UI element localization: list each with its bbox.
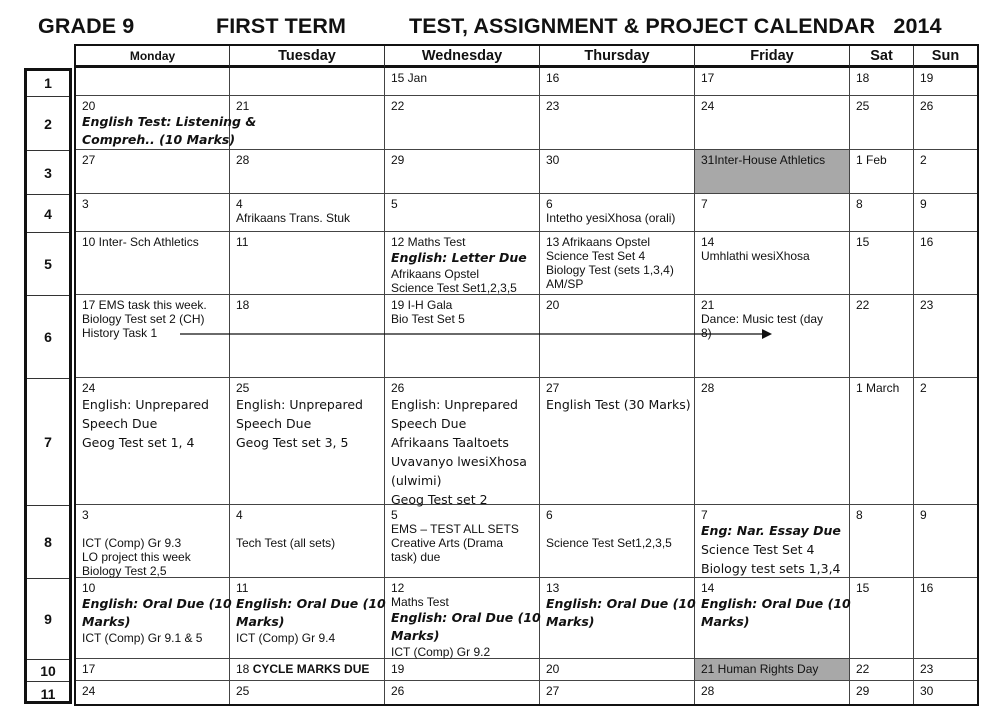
calendar-cell-wednesday [385,505,540,578]
calendar-cell-thursday [540,681,695,704]
calendar-cell-friday [695,659,850,681]
calendar-cell-thursday [540,659,695,681]
calendar-cell-sun [914,378,977,505]
week-number-column [24,68,72,704]
cell-text: Uvavanyo lwesiXhosa [391,454,527,469]
cell-text: 16 [920,235,934,249]
cell-text: 20 [82,99,96,113]
cell-text: ICT (Comp) Gr 9.3 [82,536,182,550]
cell-text: Intetho yesiXhosa (orali) [546,211,676,225]
week-number: 2 [27,97,69,151]
cell-text: 2 [920,381,927,395]
calendar-cell-thursday [540,150,695,194]
week-number: 1 [27,69,69,97]
title-grade: GRADE 9 [38,14,135,38]
calendar-cell-friday [695,150,850,194]
cell-text: 10 [82,581,96,595]
week-number: 10 [27,660,69,682]
cell-text: Science Test Set1,2,3,5 [391,281,517,295]
calendar-cell-sun [914,295,977,378]
cell-text: Maths Test [391,595,449,609]
cell-text: 12 [391,581,405,595]
calendar-cell-sat [850,96,914,150]
cell-text: 3 [82,508,89,522]
cell-text: 28 [701,381,715,395]
cell-text: 3 [82,197,89,211]
cell-text: Biology Test set 2 (CH) [82,312,205,326]
cell-text: 4 [236,197,243,211]
calendar-cell-sun [914,659,977,681]
cell-text: 19 [391,662,405,676]
cell-text: 7 [701,197,708,211]
cell-text: 8) [701,326,712,340]
cell-text: 9 [920,197,927,211]
calendar-cell-monday [76,659,230,681]
cell-text: 1 Feb [856,153,887,167]
calendar-cell-thursday [540,505,695,578]
calendar-cell-sun [914,681,977,704]
day-header-tuesday: Tuesday [230,46,385,68]
calendar-cell-friday [695,578,850,659]
cell-text: 6 [546,508,553,522]
cell-text: 26 [391,684,405,698]
cell-text: 8 [856,508,863,522]
calendar-cell-monday [76,194,230,232]
day-header-friday: Friday [695,46,850,68]
cell-text: 27 [546,684,560,698]
cell-text: 26 [391,381,405,395]
cell-text: (ulwimi) [391,473,442,488]
cell-text: EMS – TEST ALL SETS [391,522,519,536]
cell-text: 16 [546,71,560,85]
cell-text: 28 [701,684,715,698]
cell-text: LO project this week [82,550,191,564]
calendar-cell-thursday [540,68,695,96]
cell-text: Afrikaans Taaltoets [391,435,509,450]
calendar-cell-sun [914,150,977,194]
day-header-thursday: Thursday [540,46,695,68]
cell-text: 14 [701,235,715,249]
calendar-cell-wednesday [385,378,540,505]
calendar-cell-sat [850,232,914,295]
cell-text: 24 [701,99,715,113]
cell-text: 13 [546,581,560,595]
cell-text: 21 Human Rights Day [701,662,819,676]
calendar-cell-wednesday [385,578,540,659]
cell-text: 16 [920,581,934,595]
cell-text: 11 [236,235,249,249]
cell-event-emphasis: Marks) [82,614,131,629]
cell-text: 24 [82,381,96,395]
week-number: 7 [27,379,69,506]
cell-text: Bio Test Set 5 [391,312,465,326]
week-number: 11 [40,685,56,702]
cell-text: 15 [856,235,870,249]
cell-event-emphasis: CYCLE MARKS DUE [252,662,370,676]
cell-text: Tech Test (all sets) [236,536,336,550]
calendar-cell-sat [850,505,914,578]
cell-text: Speech Due [391,416,467,431]
calendar-grid [74,44,979,706]
cell-event-emphasis: Eng: Nar. Essay Due [701,523,841,538]
cell-text: Dance: Music test (day [701,312,824,326]
cell-text [236,522,378,536]
cell-text: 4 [236,508,243,522]
cell-text: 23 [546,99,560,113]
cell-text: 26 [920,99,934,113]
calendar-cell-sat [850,68,914,96]
calendar-cell-friday [695,378,850,505]
cell-text: 30 [546,153,560,167]
cell-text [82,522,223,536]
cell-event-emphasis: Marks) [701,614,750,629]
cell-text: Biology Test 2,5 [82,564,167,578]
cell-text: 17 [701,71,715,85]
cell-text: Afrikaans Trans. Stuk [236,211,351,225]
cell-text: 22 [856,662,870,676]
cell-text: 19 I-H Gala [391,298,453,312]
cell-text: 23 [920,662,934,676]
calendar-cell-monday [76,378,230,505]
cell-text [546,522,688,536]
cell-text: 25 [856,99,870,113]
cell-text: Creative Arts (Drama [391,536,504,550]
calendar-cell-tuesday [230,505,385,578]
calendar-cell-wednesday [385,68,540,96]
calendar-cell-monday [76,578,230,659]
calendar-cell-sat [850,681,914,704]
cell-text: 24 [82,684,96,698]
cell-event-emphasis: Marks) [391,628,440,643]
cell-text: Umhlathi wesiXhosa [701,249,810,263]
calendar-cell-thursday [540,578,695,659]
calendar-cell-tuesday [230,68,385,96]
cell-text: 7 [701,508,708,522]
calendar-cell-thursday [540,96,695,150]
cell-text: 22 [391,99,405,113]
cell-text: 20 [546,662,560,676]
cell-text: 20 [546,298,560,312]
calendar-cell-monday [76,505,230,578]
calendar-cell-wednesday [385,150,540,194]
cell-text: 29 [856,684,870,698]
calendar-cell-monday [76,150,230,194]
cell-text: ICT (Comp) Gr 9.1 & 5 [82,631,203,645]
calendar-cell-sun [914,505,977,578]
cell-text: 29 [391,153,405,167]
week-number: 8 [27,506,69,579]
calendar-cell-wednesday [385,232,540,295]
cell-text: Biology Test (sets 1,3,4) [546,263,674,277]
cell-text: 2 [920,153,927,167]
cell-text: 15 Jan [391,71,428,85]
cell-event-emphasis: Compreh.. (10 Marks) [82,132,236,147]
calendar-cell-sun [914,232,977,295]
week-number: 9 [27,579,69,660]
cell-text: English: Unprepared [391,397,518,412]
calendar-cell-sat [850,295,914,378]
cell-text: 5 [391,197,398,211]
cell-text: 8 [856,197,863,211]
cell-text: 6 [546,197,553,211]
page-title [0,14,1000,44]
cell-text: 21 [701,298,715,312]
day-header-monday: Monday [76,46,230,68]
cell-text: Speech Due [236,416,312,431]
cell-text: 25 [236,684,250,698]
calendar-cell-friday [695,96,850,150]
cell-text: 5 [391,508,398,522]
cell-text: ICT (Comp) Gr 9.4 [236,631,336,645]
cell-event-emphasis: English: Oral Due (10 [546,596,696,611]
calendar-cell-wednesday [385,659,540,681]
cell-event-emphasis: English Test: Listening & [82,114,257,129]
calendar-cell-monday [76,681,230,704]
cell-text: 15 [856,581,870,595]
week-number: 5 [27,233,69,296]
cell-text: Biology test sets 1,3,4 [701,561,841,576]
cell-text: History Task 1 [82,326,158,340]
cell-text: Geog Test set 2 [391,492,488,507]
cell-text: 19 [920,71,934,85]
calendar-cell-tuesday [230,150,385,194]
cell-text: 12 Maths Test [391,235,466,249]
cell-text: 1 March [856,381,900,395]
calendar-cell-friday [695,505,850,578]
calendar-cell-sun [914,578,977,659]
cell-text: 17 EMS task this week. [82,298,207,312]
calendar-cell-friday [695,232,850,295]
cell-text: 11 [236,581,249,595]
calendar-cell-tuesday [230,378,385,505]
calendar-cell-sat [850,378,914,505]
cell-text: Speech Due [82,416,158,431]
cell-text: 9 [920,508,927,522]
cell-text: 28 [236,153,250,167]
cell-text: task) due [391,550,441,564]
calendar-cell-sat [850,659,914,681]
calendar-cell-friday [695,194,850,232]
cell-text: ICT (Comp) Gr 9.2 [391,645,491,659]
calendar-cell-friday [695,68,850,96]
cell-text: 14 [701,581,715,595]
day-header-sat: Sat [850,46,914,68]
calendar-cell-monday [76,232,230,295]
cell-event-emphasis: English: Oral Due (10 [82,596,232,611]
week-number: 4 [27,195,69,233]
cell-text: Science Test Set 4 [701,542,815,557]
cell-text: English Test (30 Marks) [546,397,691,412]
calendar-cell-tuesday [230,659,385,681]
cell-text: Science Test Set 4 [546,249,646,263]
calendar-cell-thursday [540,232,695,295]
calendar-cell-sun [914,96,977,150]
cell-text: 22 [856,298,870,312]
cell-text: AM/SP [546,277,584,291]
week-number: 6 [27,296,69,379]
cell-text: 18 CYCLE MARKS DUE [236,662,370,676]
calendar-cell-sat [850,578,914,659]
cell-text: Geog Test set 1, 4 [82,435,195,450]
week-number: 3 [27,151,69,195]
cell-text: 25 [236,381,250,395]
title-term: FIRST TERM [216,14,346,38]
calendar-cell-tuesday [230,232,385,295]
cell-text: English: Unprepared [82,397,209,412]
calendar-cell-wednesday [385,681,540,704]
cell-event-emphasis: English: Oral Due (10 [236,596,386,611]
cell-text: 18 [856,71,870,85]
calendar-cell-sun [914,68,977,96]
cell-text: 27 [82,153,96,167]
day-header-wednesday: Wednesday [385,46,540,68]
title-calendar: TEST, ASSIGNMENT & PROJECT CALENDAR 2014 [409,14,942,38]
arrow-icon [180,326,780,342]
cell-event-emphasis: English: Letter Due [391,250,527,265]
calendar-cell-thursday [540,378,695,505]
calendar-cell-sat [850,194,914,232]
cell-event-emphasis: English: Oral Due (10 [701,596,851,611]
calendar-cell-tuesday [230,578,385,659]
calendar-cell-sun [914,194,977,232]
cell-event-emphasis: Marks) [546,614,595,629]
day-header-sun: Sun [914,46,977,68]
calendar-cell-friday [695,681,850,704]
cell-text: 27 [546,381,560,395]
cell-text: Geog Test set 3, 5 [236,435,349,450]
calendar-cell-monday [76,68,230,96]
cell-text: 31Inter-House Athletics [701,153,826,167]
calendar-cell-wednesday [385,96,540,150]
cell-text: 21 [236,99,250,113]
calendar-cell-thursday [540,194,695,232]
cell-text: 10 Inter- Sch Athletics [82,235,199,249]
cell-text: English: Unprepared [236,397,363,412]
cell-event-emphasis: English: Oral Due (10 [391,610,541,625]
cell-event-emphasis: Marks) [236,614,285,629]
calendar-cell-wednesday [385,194,540,232]
cell-text: Science Test Set1,2,3,5 [546,536,672,550]
calendar-cell-sat [850,150,914,194]
cell-text: 17 [82,662,96,676]
cell-text: 18 [236,298,250,312]
calendar-cell-tuesday [230,681,385,704]
calendar-cell-tuesday [230,96,385,150]
calendar-cell-tuesday [230,194,385,232]
cell-text: 13 Afrikaans Opstel [546,235,651,249]
cell-text: Afrikaans Opstel [391,267,480,281]
cell-text: 23 [920,298,934,312]
cell-text: 30 [920,684,934,698]
